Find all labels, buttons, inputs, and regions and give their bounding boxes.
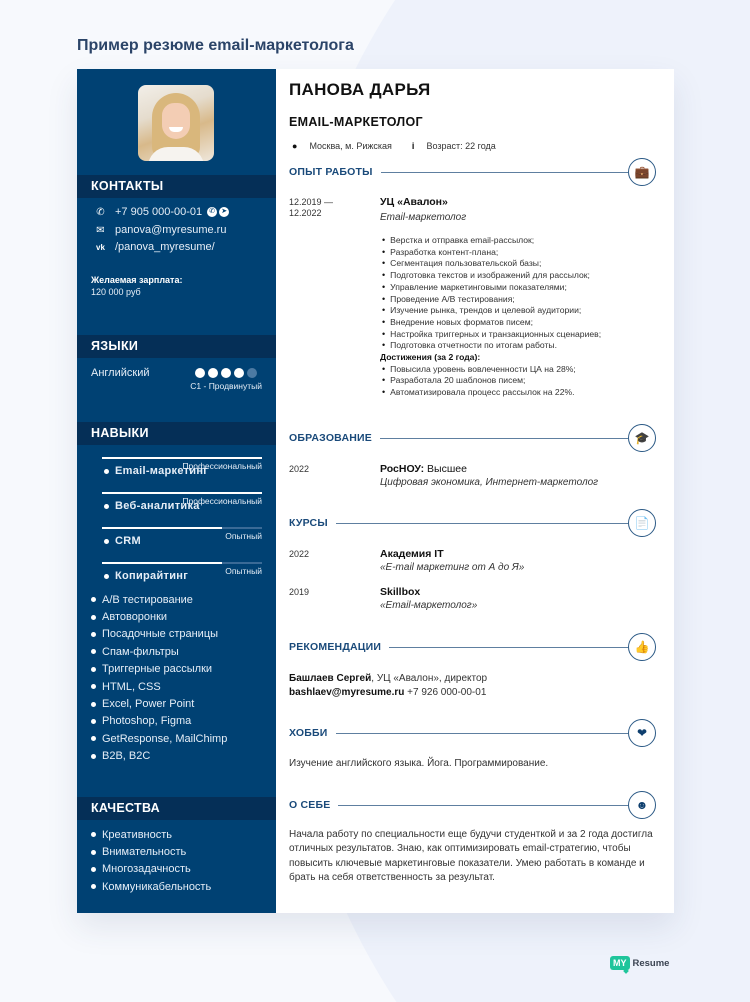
document-icon: 📄 (628, 509, 656, 537)
user-circle-icon: ☻ (628, 791, 656, 819)
skill-bar (102, 457, 262, 459)
skill-item: Photoshop, Figma (91, 713, 227, 730)
language-level: C1 - Продвинутый (190, 381, 262, 391)
main-content (276, 69, 674, 913)
quality-item: Коммуникабельность (91, 878, 211, 895)
candidate-role: EMAIL-МАРКЕТОЛОГ (289, 115, 423, 129)
contacts-heading: КОНТАКТЫ (77, 175, 276, 198)
skills-heading: НАВЫКИ (77, 422, 276, 445)
languages-heading: ЯЗЫКИ (77, 335, 276, 358)
contact-email (95, 224, 226, 236)
qualities-list (91, 826, 211, 896)
section-experience: ОПЫТ РАБОТЫ 💼 (289, 158, 656, 186)
sidebar (77, 69, 276, 913)
profile-photo (138, 85, 214, 161)
telegram-icon[interactable]: ➤ (219, 207, 229, 217)
contact-phone (95, 206, 229, 218)
skill-item: Email-маркетинг Профессиональный (91, 454, 262, 471)
candidate-meta (292, 141, 496, 151)
recommender-email[interactable]: bashlaev@myresume.ru (289, 687, 405, 699)
job-entry (380, 196, 650, 223)
section-recommendations: РЕКОМЕНДАЦИИ 👍 (289, 633, 656, 661)
quality-item: Внимательность (91, 843, 211, 860)
skill-item: Веб-аналитика Профессиональный (91, 489, 262, 506)
job-position: Email-маркетолог (380, 212, 467, 223)
briefcase-icon: 💼 (628, 158, 656, 186)
contact-vk (95, 241, 215, 253)
language-rating-dots (195, 368, 257, 378)
candidate-name: ПАНОВА ДАРЬЯ (289, 80, 431, 99)
job-dates: 12.2019 — 12.2022 (289, 197, 334, 218)
course-entry: Skillbox «Email-маркетолог» (380, 586, 478, 611)
salary-label: Желаемая зарплата: (91, 275, 183, 285)
about-text: Начала работу по специальности еще будучи студенткой и за 2 года достигла отличных результатов. Знаю, как оптимизировать email-стратегию, чтобы повысить ключевые маркетинговые показатели. Умею работать в команде и брать на себя ответственность за результат. (289, 829, 653, 883)
whatsapp-icon[interactable]: ✆ (207, 207, 217, 217)
location-pin-icon: ● (292, 141, 298, 151)
job-company: УЦ «Авалон» (380, 196, 448, 208)
phone-number[interactable]: +7 905 000-00-01 (115, 206, 203, 218)
section-courses: КУРСЫ 📄 (289, 509, 656, 537)
email-link[interactable]: panova@myresume.ru (115, 224, 227, 236)
vk-link[interactable]: /panova_myresume/ (115, 241, 215, 253)
phone-icon: ✆ (96, 206, 105, 218)
course-entry: Академия IT «E-mail маркетинг от А до Я» (380, 548, 525, 573)
section-about: О СЕБЕ ☻ (289, 791, 656, 819)
skill-item: Посадочные страницы (91, 626, 227, 643)
hobbies-text: Изучение английского языка. Йога. Программирование. (289, 758, 549, 769)
skill-item: Триггерные рассылки (91, 661, 227, 678)
location: Москва, м. Рижская (309, 141, 392, 151)
skill-item: A/B тестирование (91, 591, 227, 608)
myresume-logo[interactable]: MY Resume (610, 956, 669, 970)
quality-item: Креативность (91, 826, 211, 843)
page-title: Пример резюме email-маркетолога (77, 37, 354, 54)
envelope-icon: ✉ (96, 224, 105, 236)
recommendation-text: Башлаев Сергей, УЦ «Авалон», директор bashlaev@myresume.ru +7 926 000-00-01 (289, 673, 488, 699)
section-education: ОБРАЗОВАНИЕ 🎓 (289, 424, 656, 452)
skill-item: HTML, CSS (91, 678, 227, 695)
section-hobbies: ХОББИ ❤ (289, 719, 656, 747)
language-name: Английский (91, 367, 150, 379)
quality-item: Многозадачность (91, 861, 211, 878)
graduation-cap-icon: 🎓 (628, 424, 656, 452)
course-year: 2019 (289, 587, 310, 597)
course-year: 2022 (289, 549, 310, 559)
thumbs-up-icon: 👍 (628, 633, 656, 661)
job-duties: • Верстка и отправка email-рассылок; • Разработка контент-плана; • Сегментация пользовательской базы; • Подготовка текстов и изображений для рассылок; • Управление маркетинговыми показателями; • Проведение A/B тестирования; • Изучение рынка, трендов и целевой аудитории; • Внедрение новых форматов писем; • Настройка триггерных и транзакционных сценариев; • Подготовка отчетности по итогам работы. Достижения (за 2 года): • Повысила уровень вовлеченности ЦА на 28%; • Разработала 20 шаблонов писем; • Автоматизировала процесс рассылок на 22%. (382, 235, 652, 399)
skill-item: Автоворонки (91, 608, 227, 625)
salary-value: 120 000 руб (91, 287, 141, 297)
skill-item: Копирайтинг Опытный (91, 559, 262, 576)
age: Возраст: 22 года (426, 141, 496, 151)
skill-item: B2B, B2C (91, 748, 227, 765)
info-icon: i (411, 141, 415, 151)
education-entry: РосНОУ: Высшее Цифровая экономика, Интернет-маркетолог (380, 463, 599, 488)
skill-item: Excel, Power Point (91, 695, 227, 712)
skill-bar (102, 527, 262, 529)
vk-icon: vk (96, 242, 105, 252)
skills-plain-list (91, 591, 227, 765)
achievements-title: Достижения (за 2 года): (380, 352, 481, 363)
qualities-heading: КАЧЕСТВА (77, 797, 276, 820)
skill-item: CRM Опытный (91, 524, 262, 541)
skill-bar (102, 562, 262, 564)
skill-item: GetResponse, MailChimp (91, 730, 227, 747)
skill-bar (102, 492, 262, 494)
heart-icon: ❤ (628, 719, 656, 747)
skill-item: Спам-фильтры (91, 643, 227, 660)
resume-card (77, 69, 674, 913)
education-year: 2022 (289, 464, 310, 474)
